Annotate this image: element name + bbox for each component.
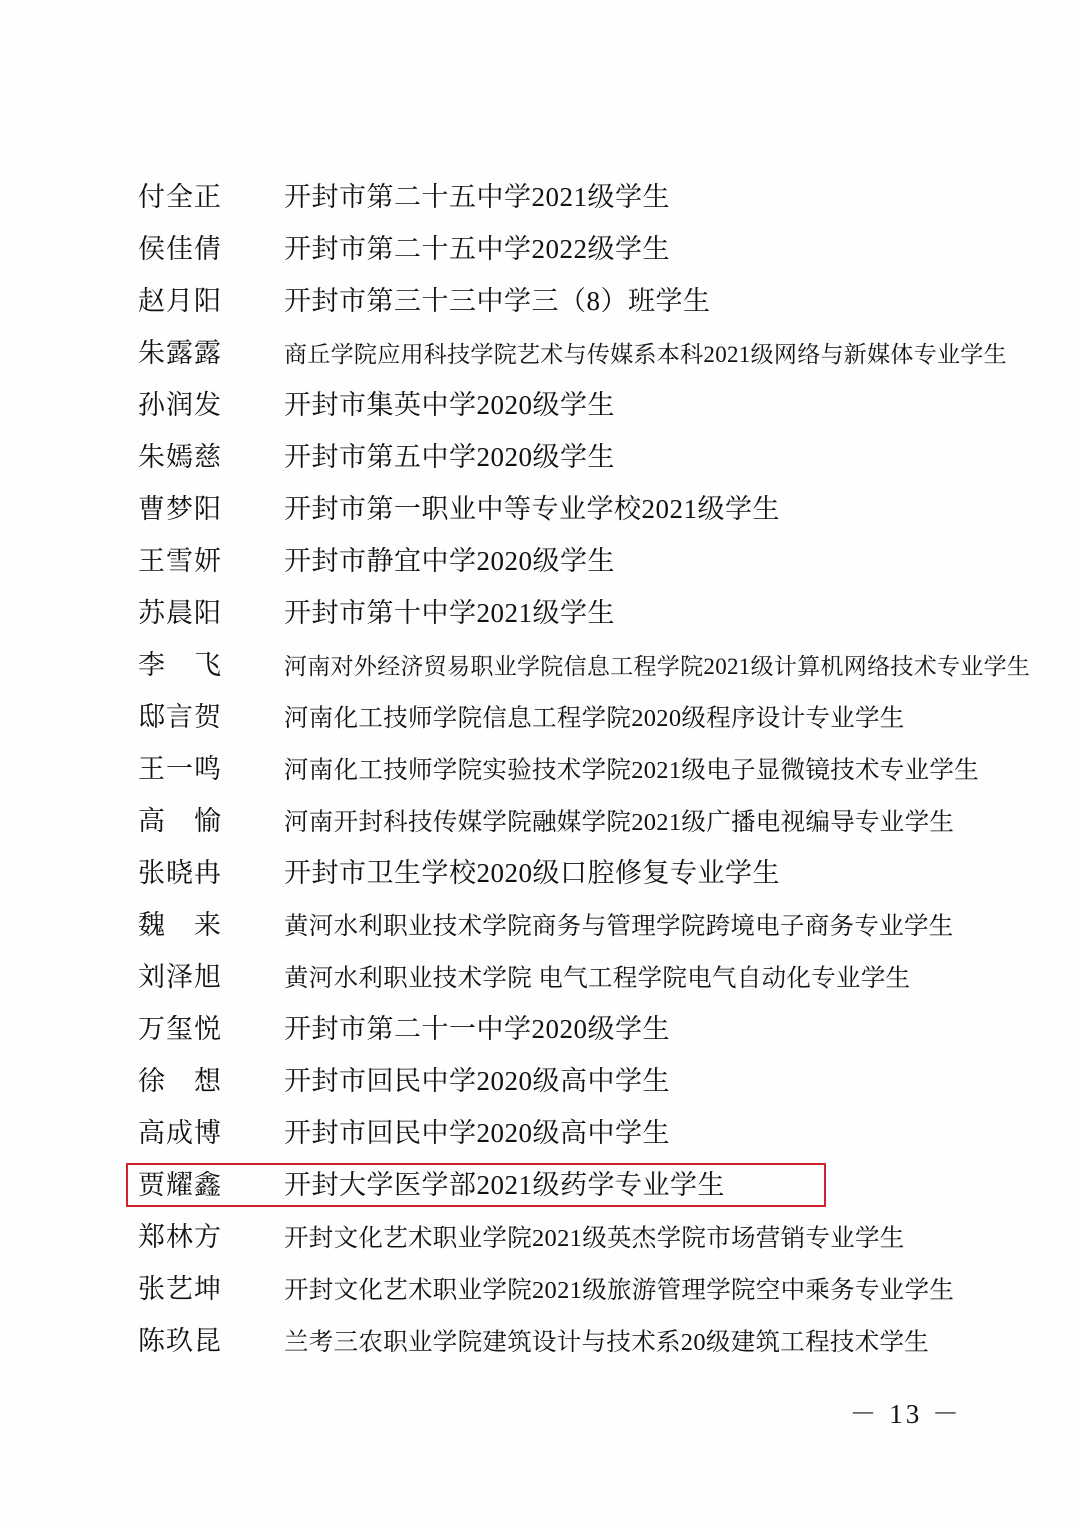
recipient-name: 张晓冉 [138, 858, 222, 888]
recipient-name: 苏晨阳 [138, 598, 222, 628]
list-item [138, 1267, 958, 1319]
recipient-affiliation: 河南对外经济贸易职业学院信息工程学院2021级计算机网络技术专业学生 [284, 654, 1031, 679]
list-item [138, 643, 1031, 695]
list-item [138, 331, 1007, 383]
recipient-affiliation: 黄河水利职业技术学院 电气工程学院电气自动化专业学生 [284, 965, 911, 992]
recipient-affiliation: 开封市第五中学2020级学生 [284, 442, 615, 472]
list-item [138, 539, 958, 591]
recipient-affiliation: 开封文化艺术职业学院2021级英杰学院市场营销专业学生 [284, 1225, 905, 1252]
list-item [138, 1007, 958, 1059]
recipient-name: 万玺悦 [138, 1014, 222, 1044]
recipient-affiliation: 开封文化艺术职业学院2021级旅游管理学院空中乘务专业学生 [284, 1277, 955, 1304]
recipient-affiliation: 开封市第二十五中学2021级学生 [284, 182, 670, 212]
recipient-name: 高成博 [138, 1118, 222, 1148]
award-recipient-list [138, 175, 1031, 1371]
recipient-affiliation: 河南开封科技传媒学院融媒学院2021级广播电视编导专业学生 [284, 809, 955, 836]
recipient-name: 邸言贺 [138, 702, 222, 732]
recipient-affiliation: 开封市回民中学2020级高中学生 [284, 1118, 670, 1148]
recipient-name: 陈玖昆 [138, 1326, 222, 1356]
list-item [138, 747, 979, 799]
recipient-affiliation: 开封市回民中学2020级高中学生 [284, 1066, 670, 1096]
recipient-name: 王一鸣 [138, 754, 222, 784]
list-item [138, 1215, 958, 1267]
list-item [138, 851, 958, 903]
list-item [138, 1319, 958, 1371]
recipient-name: 曹梦阳 [138, 494, 222, 524]
list-item [138, 695, 958, 747]
recipient-affiliation: 开封市第一职业中等专业学校2021级学生 [284, 494, 780, 524]
recipient-affiliation: 河南化工技师学院实验技术学院2021级电子显微镜技术专业学生 [284, 757, 979, 784]
list-item [138, 903, 958, 955]
recipient-affiliation: 开封市静宜中学2020级学生 [284, 546, 615, 576]
list-item [138, 279, 958, 331]
list-item [138, 227, 958, 279]
recipient-affiliation: 开封大学医学部2021级药学专业学生 [284, 1170, 725, 1200]
list-item [138, 383, 958, 435]
recipient-affiliation: 兰考三农职业学院建筑设计与技术系20级建筑工程技术学生 [284, 1329, 930, 1356]
list-item [138, 799, 958, 851]
list-item [138, 955, 958, 1007]
recipient-affiliation: 开封市第十中学2021级学生 [284, 598, 615, 628]
recipient-name: 孙润发 [138, 390, 222, 420]
recipient-name: 付全正 [138, 182, 222, 212]
recipient-name: 张艺坤 [138, 1274, 222, 1304]
list-item [138, 591, 958, 643]
recipient-name: 高 愉 [138, 806, 222, 836]
recipient-affiliation: 开封市第二十一中学2020级学生 [284, 1014, 670, 1044]
recipient-name: 赵月阳 [138, 286, 222, 316]
recipient-affiliation: 商丘学院应用科技学院艺术与传媒系本科2021级网络与新媒体专业学生 [284, 342, 1007, 367]
list-item [138, 487, 958, 539]
recipient-name: 刘泽旭 [138, 962, 222, 992]
list-item [138, 1111, 958, 1163]
recipient-name: 徐 想 [138, 1066, 222, 1096]
list-item [138, 435, 958, 487]
recipient-name: 侯佳倩 [138, 234, 222, 264]
recipient-affiliation: 黄河水利职业技术学院商务与管理学院跨境电子商务专业学生 [284, 913, 954, 940]
page-number: － 13 － [849, 1399, 962, 1429]
list-item [138, 175, 958, 227]
recipient-name: 魏 来 [138, 910, 222, 940]
recipient-affiliation: 河南化工技师学院信息工程学院2020级程序设计专业学生 [284, 705, 905, 732]
recipient-name: 王雪妍 [138, 546, 222, 576]
list-item [138, 1059, 958, 1111]
recipient-name: 贾耀鑫 [138, 1170, 222, 1200]
list-item [138, 1163, 958, 1215]
recipient-affiliation: 开封市第三十三中学三（8）班学生 [284, 286, 711, 316]
recipient-affiliation: 开封市第二十五中学2022级学生 [284, 234, 670, 264]
recipient-name: 朱露露 [138, 338, 222, 368]
recipient-affiliation: 开封市卫生学校2020级口腔修复专业学生 [284, 858, 780, 888]
recipient-affiliation: 开封市集英中学2020级学生 [284, 390, 615, 420]
recipient-name: 郑林方 [138, 1222, 222, 1252]
recipient-name: 李 飞 [138, 650, 222, 680]
recipient-name: 朱嫣慈 [138, 442, 222, 472]
